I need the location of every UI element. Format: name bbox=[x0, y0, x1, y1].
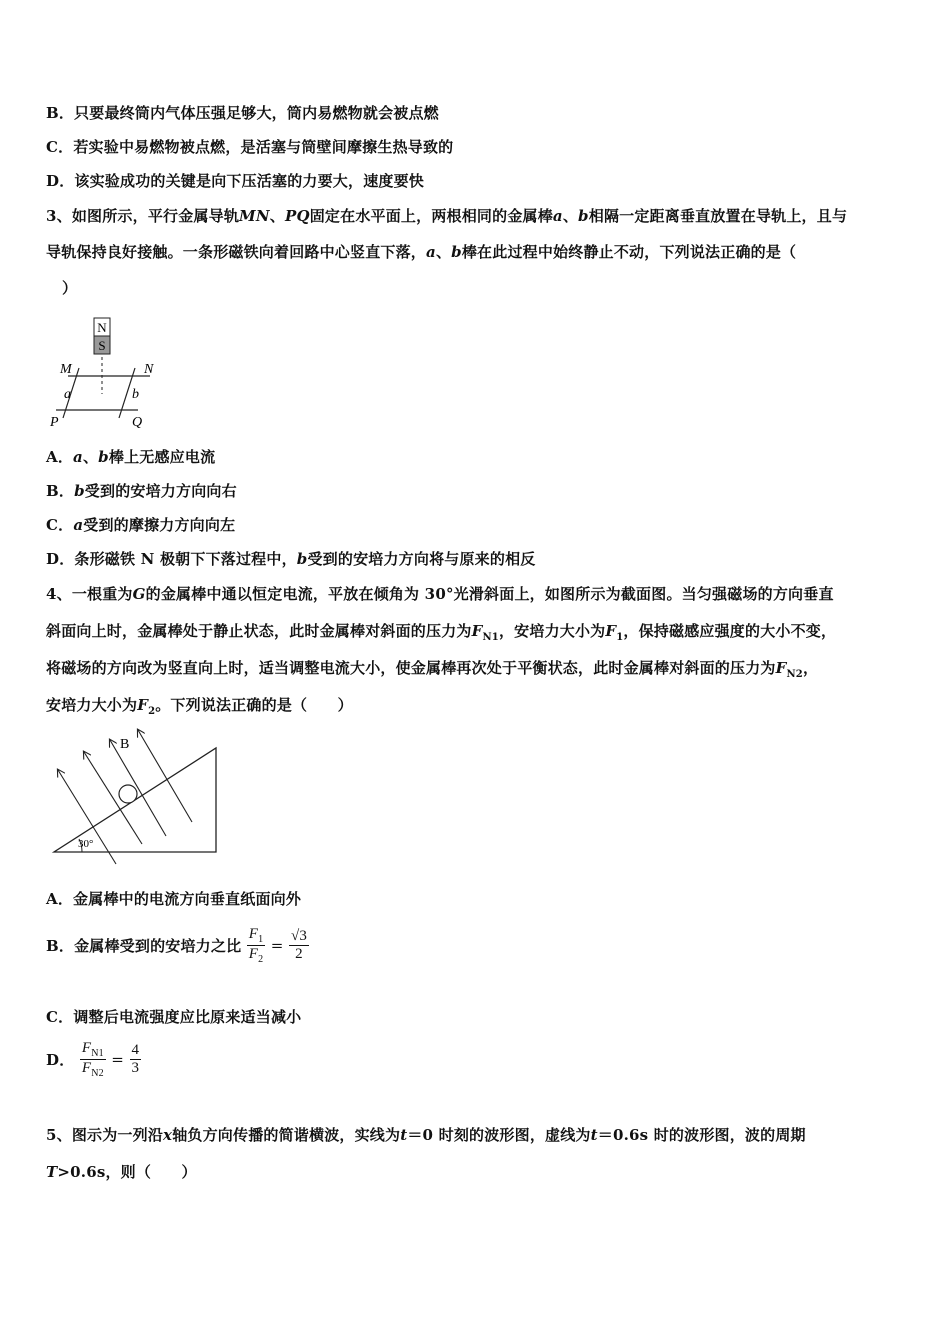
q2-option-d: D．该实验成功的关键是向下压活塞的力要大，速度要快 bbox=[46, 172, 425, 190]
q2-option-b: B．只要最终筒内气体压强足够大，筒内易燃物就会被点燃 bbox=[46, 104, 439, 122]
q3-stem-line1: 3、如图所示，平行金属导轨MN、PQ固定在水平面上，两根相同的金属棒a、b相隔一定距离垂直放置在导轨上，且与 bbox=[46, 207, 848, 225]
metal-rod-section bbox=[119, 785, 137, 803]
q5-stem-line2: T>0.6s，则（ ） bbox=[46, 1163, 197, 1181]
q3-stem-line2: 导轨保持良好接触。一条形磁铁向着回路中心竖直下落，a、b棒在此过程中始终静止不动，下列说法正确的是（ bbox=[46, 243, 797, 261]
q2-option-c: C．若实验中易燃物被点燃，是活塞与筒壁间摩擦生热导致的 bbox=[46, 138, 454, 156]
q4-option-a: A．金属棒中的电流方向垂直纸面向外 bbox=[46, 890, 302, 908]
label-q: Q bbox=[132, 415, 143, 430]
q3-stem-line3: ） bbox=[62, 279, 78, 297]
q4-incline-figure bbox=[46, 726, 226, 866]
q3-option-d: D．条形磁铁 N 极朝下下落过程中，b受到的安培力方向将与原来的相反 bbox=[46, 550, 536, 568]
q4-option-d-fraction-right: $\frac{4}{3}$ bbox=[131, 1042, 140, 1076]
q4-option-b: B．金属棒受到的安培力之比 $\frac{F_1}{F_2}$ = $\frac{√3}{2}$ bbox=[46, 926, 308, 965]
q4-stem-line3: 将磁场的方向改为竖直向上时，适当调整电流大小，使金属棒再次处于平衡状态，此时金属棒对斜面的压力为$F_{N2}$， bbox=[46, 659, 819, 680]
field-b-label: B bbox=[120, 737, 130, 752]
q3-rail-magnet-figure bbox=[46, 312, 176, 432]
field-line-3 bbox=[110, 740, 166, 836]
q3-option-b: B．b受到的安培力方向向右 bbox=[46, 482, 237, 500]
label-m: M bbox=[60, 362, 72, 377]
angle-label: 30° bbox=[78, 838, 94, 850]
q4-stem-line2: 斜面向上时，金属棒处于静止状态，此时金属棒对斜面的压力为$F_{N1}$，安培力大小为$F_1$，保持磁感应强度的大小不变， bbox=[46, 622, 837, 643]
q4-option-c: C．调整后电流强度应比原来适当减小 bbox=[46, 1008, 302, 1026]
q4-option-d-fraction-left: $\frac{F_{N1}}{F_{N2}}$ bbox=[81, 1040, 104, 1079]
q4-option-b-fraction-right: $\frac{√3}{2}$ bbox=[290, 928, 308, 962]
field-line-4 bbox=[138, 730, 192, 822]
q3-option-a: A．a、b棒上无感应电流 bbox=[46, 448, 216, 466]
q4-option-d: D． $\frac{F_{N1}}{F_{N2}}$ = $\frac{4}{3}$ bbox=[46, 1040, 140, 1079]
label-n: N bbox=[144, 362, 154, 377]
q4-stem-line4: 安培力大小为$F_2$。下列说法正确的是（ ） bbox=[46, 696, 353, 717]
q5-stem-line1: 5、图示为一列沿x轴负方向传播的简谐横波，实线为t＝0 时刻的波形图，虚线为t＝0.6s 时的波形图，波的周期 bbox=[46, 1126, 806, 1144]
magnet-n-label: N bbox=[97, 320, 107, 335]
label-b: b bbox=[132, 387, 139, 402]
q4-option-b-fraction-left: $\frac{F_1}{F_2}$ bbox=[248, 926, 264, 965]
label-a: a bbox=[64, 387, 71, 402]
magnet-s-label: S bbox=[98, 338, 106, 353]
label-p: P bbox=[50, 415, 59, 430]
q3-option-c: C．a受到的摩擦力方向向左 bbox=[46, 516, 236, 534]
q4-stem-line1: 4、一根重为G的金属棒中通以恒定电流，平放在倾角为 30°光滑斜面上，如图所示为截面图。当匀强磁场的方向垂直 bbox=[46, 585, 834, 603]
